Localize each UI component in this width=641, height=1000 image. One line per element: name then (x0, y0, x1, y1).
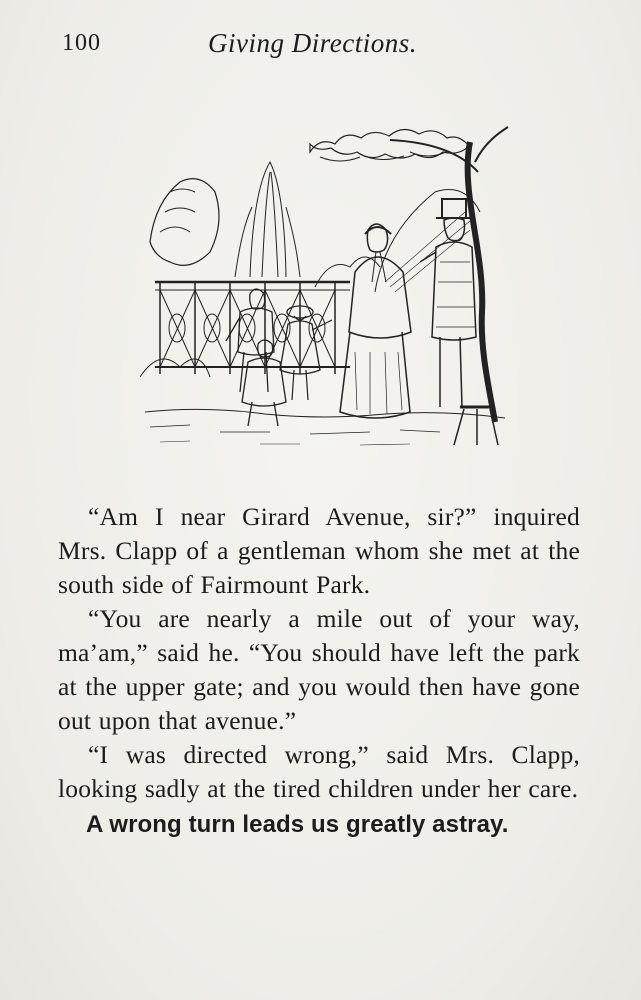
running-title: Giving Directions. (208, 28, 417, 58)
moral-line: A wrong turn leads us greatly astray. (86, 811, 509, 838)
engraving-illustration (140, 112, 510, 457)
page-header (60, 26, 580, 66)
paragraph-2: “You are nearly a mile out of your way, ma’am,” said he. “You should have left the park at the upper gate; and you would then have gone out upon that avenue.” (58, 604, 580, 735)
paragraph-3: “I was directed wrong,” said Mrs. Clapp, looking sadly at the tired children under her care. (58, 740, 580, 803)
paragraph-1: “Am I near Girard Avenue, sir?” inquired Mrs. Clapp of a gentleman whom she met at the south side of Fairmount Park. (58, 502, 580, 599)
page-number: 100 (62, 30, 101, 56)
park-scene-engraving (140, 112, 510, 457)
story-text (58, 500, 580, 842)
